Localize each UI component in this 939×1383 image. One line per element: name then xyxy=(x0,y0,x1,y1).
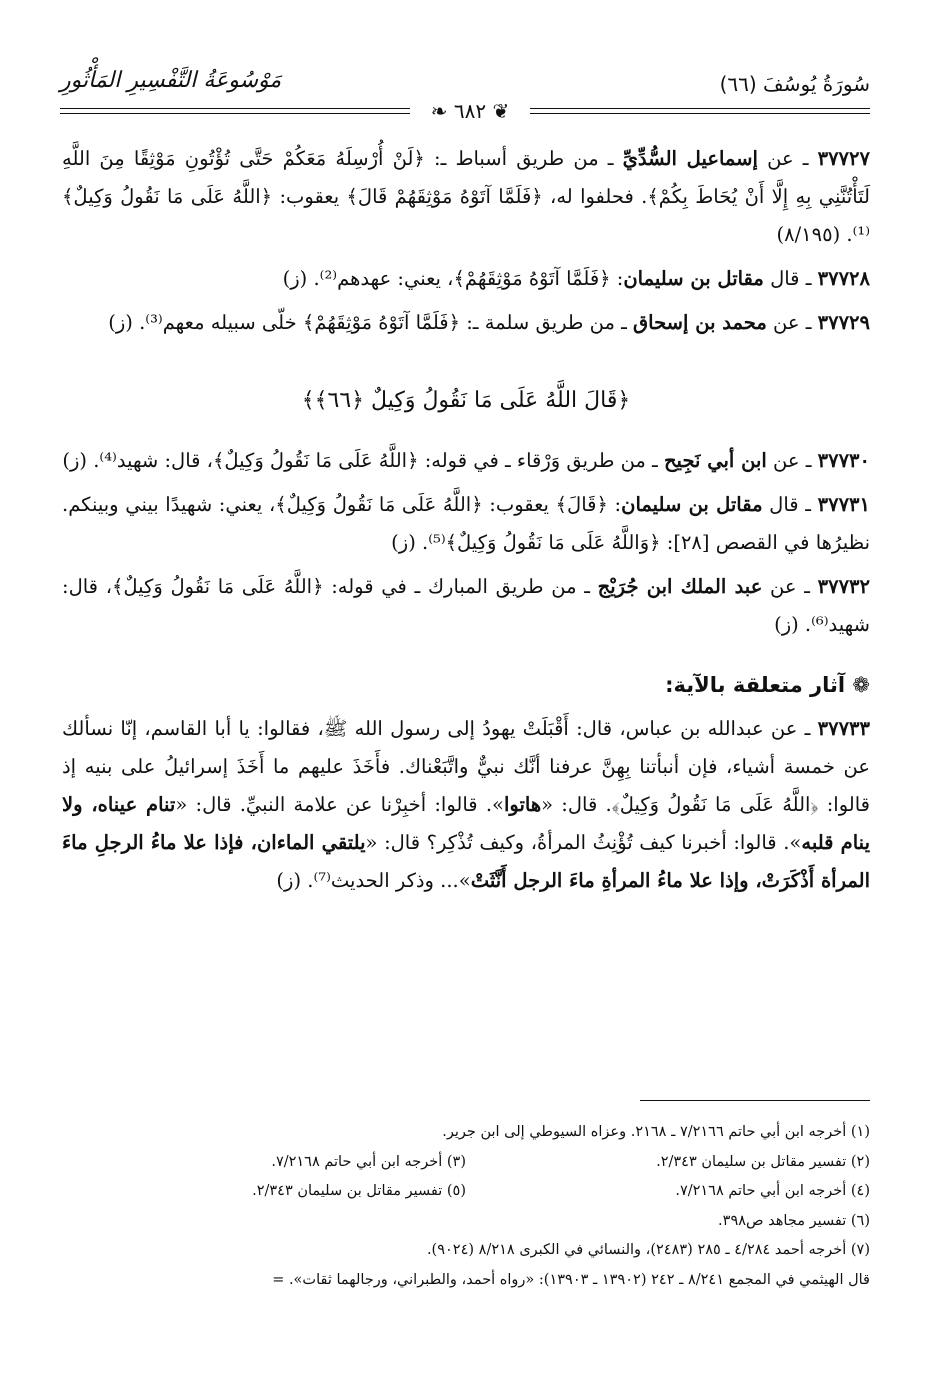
hadith-quote: تنام عيناه، ولا ينام قلبه xyxy=(62,793,870,854)
narrator-name: ابن أبي نَجِيح xyxy=(663,449,767,472)
page-header xyxy=(60,62,870,128)
entry-paragraph xyxy=(62,486,870,562)
hadith-quote: هاتوا xyxy=(503,793,542,816)
footnote-separator xyxy=(640,1100,870,1101)
entry-paragraph xyxy=(62,442,870,480)
entry-paragraph xyxy=(62,140,870,254)
main-text xyxy=(62,140,870,906)
footnote: قال الهيثمي في المجمع ٨/٢٤١ ـ ٢٤٢ (١٣٩٠٢ ـ ١٣٩٠٣): «رواه أحمد، والطبراني، ورجالهما ثقات». = xyxy=(272,1271,870,1288)
narrator-name: عبد الملك ابن جُرَيْج xyxy=(597,575,763,598)
entry-text: ـ من طريق المبارك ـ في قوله: ﴿اللَّهُ عَلَى مَا نَقُولُ وَكِيلٌ﴾، قال: شهيد⁽⁶⁾. (ز) xyxy=(62,575,870,636)
narrator-name: مقاتل بن سليمان xyxy=(621,493,763,516)
entry-number: ٣٧٧٣٣ xyxy=(817,717,870,740)
entry-prefix: ـ عن xyxy=(757,147,818,170)
entry-text: ـ من طريق وَرْقاء ـ في قوله: ﴿اللَّهُ عَلَى مَا نَقُولُ وَكِيلٌ﴾، قال: شهيد⁽⁴⁾. (ز) xyxy=(62,449,664,472)
footnote-row xyxy=(62,1148,870,1178)
page-number-value: ٦٨٢ xyxy=(453,99,487,123)
entry-number: ٣٧٧٢٨ xyxy=(817,267,870,290)
entry-text: ـ من طريق أسباط ـ: ﴿لَنْ أُرْسِلَهُ مَعَكُمْ حَتَّى تُؤْتُونِ مَوْثِقًا مِنَ اللَّهِ لَتَأْتُنَّنِي بِهِ إِلَّا أَنْ يُحَاطَ بِكُمْ﴾. فحلفوا له، ﴿فَلَمَّا آتَوْهُ مَوْثِقَهُمْ قَالَ﴾ يعقوب: ﴿اللَّهُ عَلَى مَا نَقُولُ وَكِيلٌ﴾⁽¹⁾. (٨/١٩٥) xyxy=(62,147,870,246)
narrator-name: محمد بن إسحاق xyxy=(633,311,767,334)
footnote: (٦) تفسير مجاهد ص٣٩٨. xyxy=(718,1212,870,1229)
entry-number: ٣٧٧٣٢ xyxy=(817,575,870,598)
footnotes xyxy=(62,1118,870,1295)
entry-paragraph xyxy=(62,260,870,298)
entry-prefix: ـ قال xyxy=(763,267,818,290)
footnote: (٥) تفسير مقاتل بن سليمان ٢/٣٤٣. xyxy=(252,1183,466,1199)
entry-number: ٣٧٧٣٠ xyxy=(817,449,870,472)
entry-paragraph xyxy=(62,710,870,900)
entry-prefix: ـ عن xyxy=(762,575,818,598)
ornament-icon: ❧ xyxy=(430,99,454,123)
entry-number: ٣٧٧٢٧ xyxy=(817,147,870,170)
entry-number: ٣٧٧٢٩ xyxy=(817,311,870,334)
entry-text: ». قالوا: أخبِرْنا عن علامة النبيِّ. قال: « xyxy=(175,793,504,816)
footnote: (٣) أخرجه ابن أبي حاتم ٧/٢١٦٨. xyxy=(271,1153,466,1170)
narrator-name: إسماعيل السُّدِّيِّ xyxy=(622,147,758,170)
narrator-name: مقاتل بن سليمان xyxy=(623,267,764,290)
entry-paragraph xyxy=(62,304,870,342)
footnote: (٤) أخرجه ابن أبي حاتم ٧/٢١٦٨. xyxy=(675,1183,870,1199)
book-title: مَوْسُوعَةُ التَّفْسِيرِ المَأْثُورِ xyxy=(60,68,282,93)
entry-prefix: ـ عن xyxy=(766,311,818,334)
footnote: (١) أخرجه ابن أبي حاتم ٧/٢١٦٦ ـ ٢١٦٨. وعزاه السيوطي إلى ابن جرير. xyxy=(442,1124,870,1140)
entry-number: ٣٧٧٣١ xyxy=(817,493,870,516)
entry-prefix: ـ قال xyxy=(762,493,818,516)
section-title: ❁ آثار متعلقة بالآية: xyxy=(665,673,870,697)
entry-paragraph xyxy=(62,568,870,644)
surah-title: سُورَةُ يُوسُفَ (٦٦) xyxy=(719,72,870,96)
footnote: (٢) تفسير مقاتل بن سليمان ٢/٣٤٣. xyxy=(656,1153,870,1170)
ornament-icon: ❦ xyxy=(486,99,510,123)
hadith-quote: يلتقي الماءان، فإذا علا ماءُ الرجلِ ماءَ المرأة أَذْكَرَتْ، وإذا علا ماءُ المرأةِ ماءَ الرجل أَنَّثَتْ xyxy=(62,831,870,892)
entry-text: ». قالوا: أخبرنا كيف تُؤْنِثُ المرأةُ، وكيف تُذْكِر؟ قال: « xyxy=(365,831,802,854)
page-number xyxy=(410,99,530,123)
entry-text: ـ من طريق سلمة ـ: ﴿فَلَمَّا آتَوْهُ مَوْثِقَهُمْ﴾ خلّى سبيله معهم⁽³⁾. (ز) xyxy=(108,311,634,334)
entry-text: ـ عن عبدالله بن عباس، قال: أَقْبَلَتْ يهودُ إلى رسول الله ﷺ، فقالوا: يا أبا القاسم، إنّا نسألك عن خمسة أشياء، فإن أنبأتنا بِهِنَّ عرفنا أنَّك نبيٌّ واتَّبَعْناك. فأَخَذَ عليهم ما أَخَذَ إسرائيلُ على بنيه إذ قالوا: ﴿اللَّهُ عَلَى مَا نَقُولُ وَكِيلٌ﴾. قال: « xyxy=(62,717,870,816)
footnote-row xyxy=(62,1177,870,1207)
verse-heading: ﴿قَالَ اللَّهُ عَلَى مَا نَقُولُ وَكِيلٌ ﴿٦٦﴾﴾ xyxy=(301,388,631,413)
entry-prefix: ـ عن xyxy=(766,449,818,472)
footnote: (٧) أخرجه أحمد ٤/٢٨٤ ـ ٢٨٥ (٢٤٨٣)، والنسائي في الكبرى ٨/٢١٨ (٩٠٢٤). xyxy=(426,1242,870,1258)
entry-text: »... وذكر الحديث⁽⁷⁾. (ز) xyxy=(276,869,471,892)
entry-text: : ﴿فَلَمَّا آتَوْهُ مَوْثِقَهُمْ﴾، يعني: عهدهم⁽²⁾. (ز) xyxy=(282,267,624,290)
entry-text: : ﴿قَالَ﴾ يعقوب: ﴿اللَّهُ عَلَى مَا نَقُولُ وَكِيلٌ﴾، يعني: شهيدًا بيني وبينكم. نظيرُها في القصص [٢٨]: ﴿وَاللَّهُ عَلَى مَا نَقُولُ وَكِيلٌ﴾⁽⁵⁾. (ز) xyxy=(62,493,870,554)
